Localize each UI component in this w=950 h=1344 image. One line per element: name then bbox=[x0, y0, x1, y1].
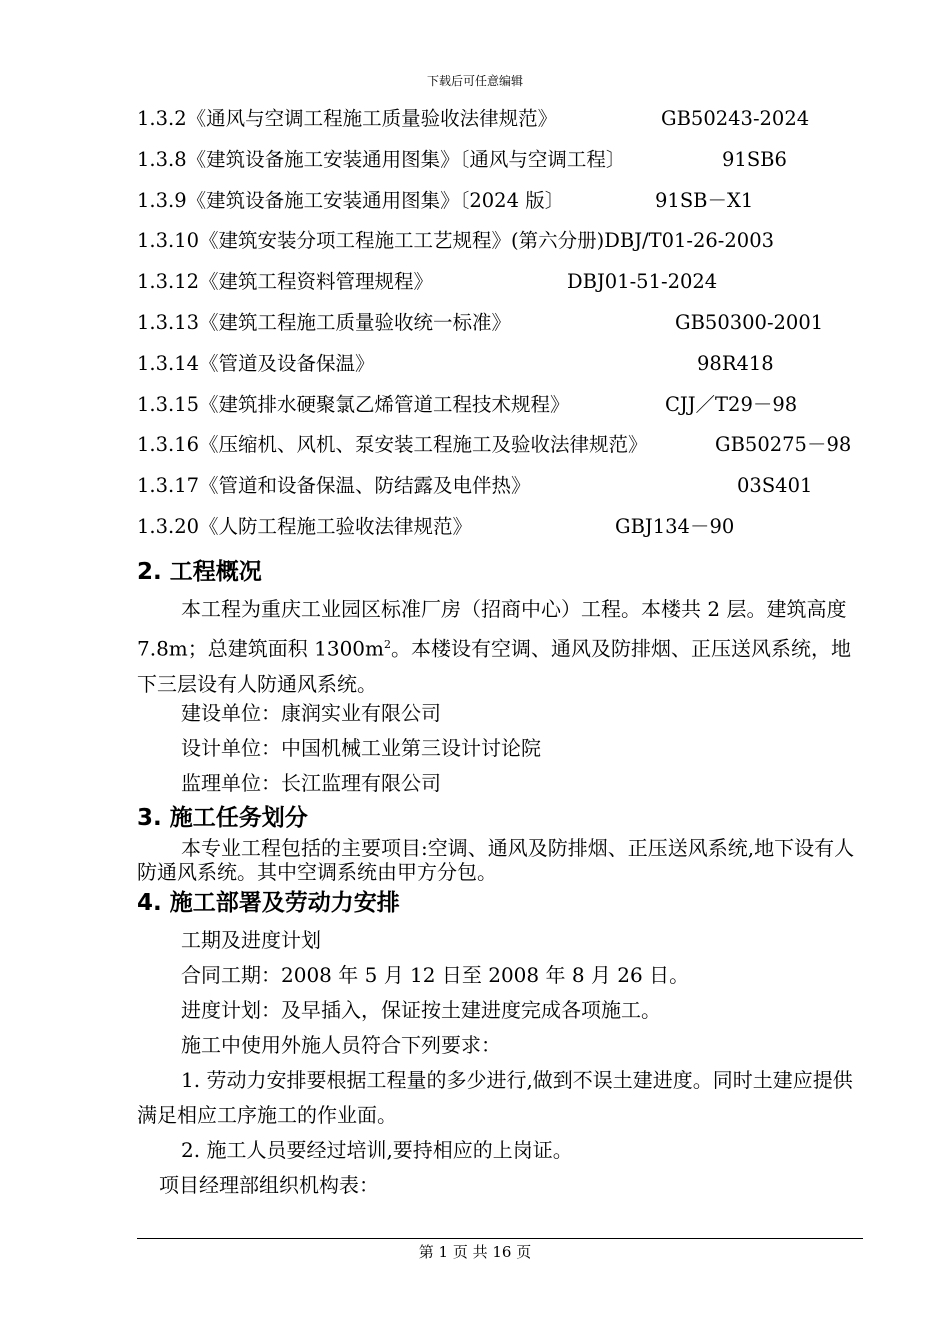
reference-item bbox=[137, 347, 857, 388]
reference-title: 1.3.15《建筑排水硬聚氯乙烯管道工程技术规程》 bbox=[137, 392, 570, 416]
reference-title: 1.3.14《管道及设备保温》 bbox=[137, 351, 375, 375]
reference-item bbox=[137, 469, 857, 510]
progress-plan: 进度计划：及早插入，保证按土建进度完成各项施工。 bbox=[181, 998, 661, 1022]
reference-title: 1.3.16《压缩机、风机、泵安装工程施工及验收法律规范》 bbox=[137, 433, 648, 457]
reference-title: 1.3.13《建筑工程施工质量验收统一标准》 bbox=[137, 310, 512, 334]
section-heading-task-division: 3. 施工任务划分 bbox=[137, 805, 308, 831]
reference-item bbox=[137, 184, 857, 225]
builder-unit: 建设单位：康润实业有限公司 bbox=[181, 701, 441, 725]
reference-title: 1.3.10《建筑安装分项工程施工工艺规程》(第六分册)DBJ/T01-26-2003 bbox=[137, 229, 775, 253]
reference-item bbox=[137, 224, 857, 265]
schedule-title: 工期及进度计划 bbox=[181, 928, 321, 952]
supervisor-unit: 监理单位：长江监理有限公司 bbox=[181, 771, 441, 795]
task-division-paragraph: 本专业工程包括的主要项目:空调、通风及防排烟、正压送风系统,地下设有人防通风系统。其中空调系统由甲方分包。 bbox=[137, 836, 855, 884]
reference-code: GB50300-2001 bbox=[675, 310, 824, 334]
reference-code: CJJ／T29－98 bbox=[665, 392, 798, 416]
section-heading-deployment: 4. 施工部署及劳动力安排 bbox=[137, 890, 400, 916]
designer-unit: 设计单位：中国机械工业第三设计讨论院 bbox=[181, 736, 541, 760]
reference-item bbox=[137, 102, 857, 143]
requirements-intro: 施工中使用外施人员符合下列要求： bbox=[181, 1033, 501, 1057]
reference-code: 91SB6 bbox=[722, 147, 787, 171]
reference-title: 1.3.9《建筑设备施工安装通用图集》〔2024 版〕 bbox=[137, 188, 565, 212]
reference-code: GB50243-2024 bbox=[661, 107, 810, 130]
reference-title: 1.3.12《建筑工程资料管理规程》 bbox=[137, 270, 434, 294]
reference-item bbox=[137, 510, 857, 551]
reference-title: 1.3.20《人防工程施工验收法律规范》 bbox=[137, 514, 473, 538]
reference-title: 1.3.17《管道和设备保温、防结露及电伴热》 bbox=[137, 474, 531, 498]
page-footer: 第 1 页 共 16 页 bbox=[418, 1243, 532, 1261]
section-heading-overview: 2. 工程概况 bbox=[137, 559, 262, 585]
overview-paragraph bbox=[137, 592, 859, 702]
reference-code: DBJ01-51-2024 bbox=[567, 270, 718, 294]
reference-code: GBJ134－90 bbox=[615, 514, 735, 538]
reference-code: GB50275－98 bbox=[715, 433, 852, 457]
reference-item bbox=[137, 265, 857, 306]
reference-title: 1.3.2《通风与空调工程施工质量验收法律规范》 bbox=[137, 107, 558, 130]
page-header: 下载后可任意编辑 bbox=[426, 74, 523, 88]
overview-text-a: 本工程为重庆工业园区标准厂房（招商中心）工程。本楼共 2 层。建筑高度 7.8m；总建筑面积 1300m bbox=[137, 597, 847, 661]
requirement-item-2: 2. 施工人员要经过培训,要持相应的上岗证。 bbox=[181, 1138, 573, 1162]
reference-item bbox=[137, 306, 857, 347]
org-chart-caption: 项目经理部组织机构表： bbox=[159, 1173, 379, 1197]
reference-item bbox=[137, 388, 857, 429]
reference-list bbox=[137, 102, 857, 551]
reference-code: 03S401 bbox=[737, 474, 813, 498]
reference-code: 98R418 bbox=[697, 351, 774, 375]
reference-code: 91SB－X1 bbox=[655, 188, 754, 212]
contract-period: 合同工期：2008 年 5 月 12 日至 2008 年 8 月 26 日。 bbox=[181, 963, 690, 987]
reference-item bbox=[137, 428, 857, 469]
requirement-item-1: 1. 劳动力安排要根据工程量的多少进行,做到不误土建进度。同时土建应提供满足相应工序施工的作业面。 bbox=[137, 1068, 853, 1127]
reference-item bbox=[137, 143, 857, 184]
overview-text-b: 。本楼设有空调、通风及防排烟、正压送风系统，地下三层设有人防通风系统。 bbox=[137, 636, 851, 696]
reference-title: 1.3.8《建筑设备施工安装通用图集》〔通风与空调工程〕 bbox=[137, 147, 626, 171]
area-unit-superscript: 2 bbox=[384, 638, 391, 651]
footer-divider bbox=[137, 1238, 863, 1239]
